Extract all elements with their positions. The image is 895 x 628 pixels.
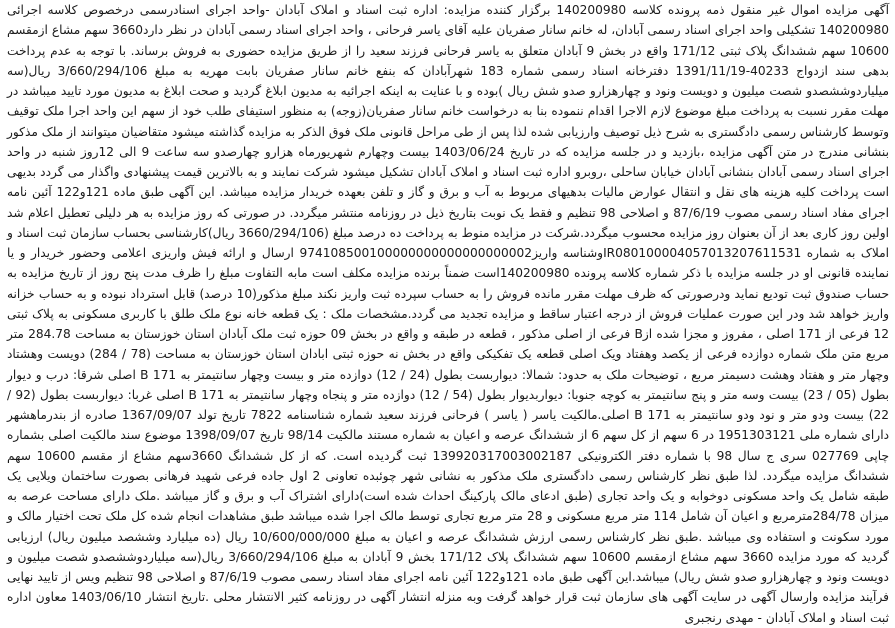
auction-notice-text: آگهی مزایده اموال غیر منقول ذمه پرونده کلاسه 140200980 برگزار کننده مزایده: اداره ثبت اسناد و املاک آبادان -واحد اجرای اسنادرسمی درخصوص کلاسه اجرائی 140200980 تشکیلی واحد اجرای اسناد رسمی آبادان، له خانم سانار صفریان علیه آقای یاسر فرحانی ، واحد اجرای اسناد رسمی آبادان در نظر دارد3660 سهم مشاع ازمقسم 10600 سهم ششدانگ پلاک ثبتی 171/12 واقع در بخش 9 آبادان متعلق به یاسر فرحانی فرزند سعید را از طریق مزایده حضوری به فروش برساند. با توجه به عدم پرداخت بدهی سند ازدواج 40233-1391/11/19 دفترخانه اسناد رسمی شماره 183 شهرآبادان که بنفع خانم سانار صفریان بابت مهریه به مبلغ 3/660/294/106 ریال(سه میلیاردوششصدو شصت میلیون و دویست ونود و چهارهزارو صدو شش ریال )بوده و با عنایت به اینکه اجرائیه به مدیون ابلاغ گردید و صحت ابلاغ به مدیون مورد تایید میباشد در مهلت مقرر نسبت به پرداخت مبلغ موضوع لازم الاجرا اقدام ننموده بنا به درخواست خانم سانار صفریان(زوجه) به منظور استیفای طلب خود از سهم این واحد اجرا ملک توقیف وتوسط کارشناس رسمی دادگستری به شرح ذیل توصیف وارزیابی شده لذا پس از طی مراحل قانونی ملک فوق الذکر به مزایده گذاشته میشود متقاضیان میتوانند از ملک مذکور بنشانی مندرج در متن آگهی مزایده ،بازدید و در جلسه مزایده که در تاریخ 1403/06/24 بیست وچهارم شهریورماه هزارو چهارصدو سه ساعت 9 الی 12روز شنبه در واحد اجرای اسناد رسمی آبادان بنشانی آبادان خیابان ساحلی ،روبرو اداره ثبت اسناد و املاک آبادان تشکیل میشود شرکت نمایند و به بالاترین قیمت پیشنهادی واگذار می گردد بدیهی است پرداخت کلیه هزینه های نقل و انتقال عوارض مالیات بدهیهای مربوط به آب و برق و گاز و تلفن بعهده خریدار مزایده میباشد. این آگهی طبق ماده 121و122 آئین نامه اجرای مفاد اسناد رسمی مصوب 87/6/19 و اصلاحی 98 تنظیم و فقط یک نوبت بتاریخ ذیل در روزنامه منتشر میگردد. در صورتی که روز مزایده به هر دلیلی تعطیل اعلام شد اولین روز کاری بعد از آن بعنوان روز مزایده محسوب میگردد.شرکت در مزایده منوط به پرداخت ده درصد مبلغ (3660/294/106 ریال)کارشناسی بحساب سازمان ثبت اسناد و املاک به شماره IR080100004057013207611531وشناسه واریز974108500100000000000000000002 ارسال و ارائه فیش واریزی اعلامی وحضور خریدار و یا نماینده قانونی او در جلسه مزایده با ذکر شماره کلاسه پرونده 140200980است ضمناً برنده مزایده مکلف است مابه التفاوت مبلغ را ظرف مدت پنج روز از تاریخ مزایده به حساب صندوق ثبت تودیع نماید ودرصورتی که ظرف مهلت مقرر مانده فروش را به حساب سپرده ثبت واریز نکند مبلغ مذکور(10 درصد) قابل استرداد نبوده و به حساب خزانه واریز خواهد شد ودر این صورت عملیات فروش از درجه اعتبار ساقط و مزایده تجدید می گردد.مشخصات ملک : یک قطعه خانه نوع ملک طلق با کاربری مسکونی به پلاک ثبتی 12 فرعی از 171 اصلی ، مفروز و مجزا شده ازB فرعی از اصلی مذکور ، قطعه در طبقه و واقع در بخش 09 حوزه ثبت ملک آبادان استان خوزستان به مساحت 284.78 متر مربع متن ملک شماره دوازده فرعی از یکصد وهفتاد ویک اصلی قطعه یک تفکیکی واقع در بخش نه حوزه ثبتی ابادان استان خوزستان به مساحت (78 / 284) دویست وهشتاد وچهار متر و هفتاد وهشت دسیمتر مربع ، توضیحات ملک به حدود: شمالا: دیواربست بطول (24 / 12) دوازده متر و بیست وچهار سانتیمتر به 171 B اصلی شرقا: درب و دیوار بطول (05 / 23) بیست وسه متر و پنج سانتیمتر به کوچه جنوبا: دیواربدیوار بطول (54 / 12) دوازده متر و پنجاه وچهار سانتیمتر به 171 B اصلی غربا: دیواربست بطول (92 / 22) بیست ودو متر و نود ودو سانتیمتر به 171 B اصلی.مالکیت یاسر ( یاسر ) فرحانی فرزند سعید شماره شناسنامه 7822 تاریخ تولد 1367/09/07 صادره از بندرماهشهر دارای شماره ملی 1951303121 در 6 سهم از کل سهم 6 از ششدانگ عرصه و اعیان به شماره مستند مالکیت 98/14 تاریخ 1398/09/07 موضوع سند مالکیت اصلی بشماره چاپی 027769 سری ج سال 98 با شماره دفتر الکترونیکی 139920317003002187 ثبت گردیده است. که از کل ششدانگ 3660سهم مشاع از مقسم 10600 سهم ششدانگ مزایده میگردد. لذا طبق نظر کارشناس رسمی دادگستری ملک مذکور به نشانی شهر چوئبده تعاونی 2 اول جاده فرعی شهید فرهانی بصورت ساختمان ویلایی یک طبقه شامل یک واحد مسکونی دوخوابه و یک واحد تجاری (طبق ادعای مالک پارکینگ احداث شده است)دارای اشتراک آب و برق و گاز میباشد .ملک دارای مساحت عرصه به میزان 284/78مترمربع و اعیان آن شامل 114 متر مربع مسکونی و 28 متر مربع تجاری توسط مالک اجرا شده میباشد طبق مشاهدات انجام شده کل ملک تحت اختیار مالک و مورد سکونت و استفاده وی میباشد .طبق نظر کارشناس رسمی ارزش ششدانگ عرصه و اعیان به مبلغ 10/600/000/000 ریال (ده میلیارد وششصد میلیون ریال) ارزیابی گردید که مورد مزایده 3660 سهم مشاع ازمقسم 10600 سهم ششدانگ پلاک 171/12 بخش 9 آبادان به مبلغ 3/660/294/106 ریال(سه میلیاردوششصدو شصت میلیون و دویست ونود و چهارهزارو صدو شش ریال) میباشد.این آگهی طبق ماده 121و122 آئین نامه اجرای مفاد اسناد رسمی مصوب 87/6/19 و اصلاحی 98 تنظیم ویس از تایید نهایی فرآیند مزایده وارسال آگهی در سایت آگهی های سازمان ثبت قرار خواهد گرفت وبه منزله انتشار آگهی در روزنامه کثیر الانتشار محلی .تاریخ انتشار 1403/06/10 معاون اداره ثبت اسناد و املاک آبادان - مهدی رنجبری: [7, 3, 890, 625]
